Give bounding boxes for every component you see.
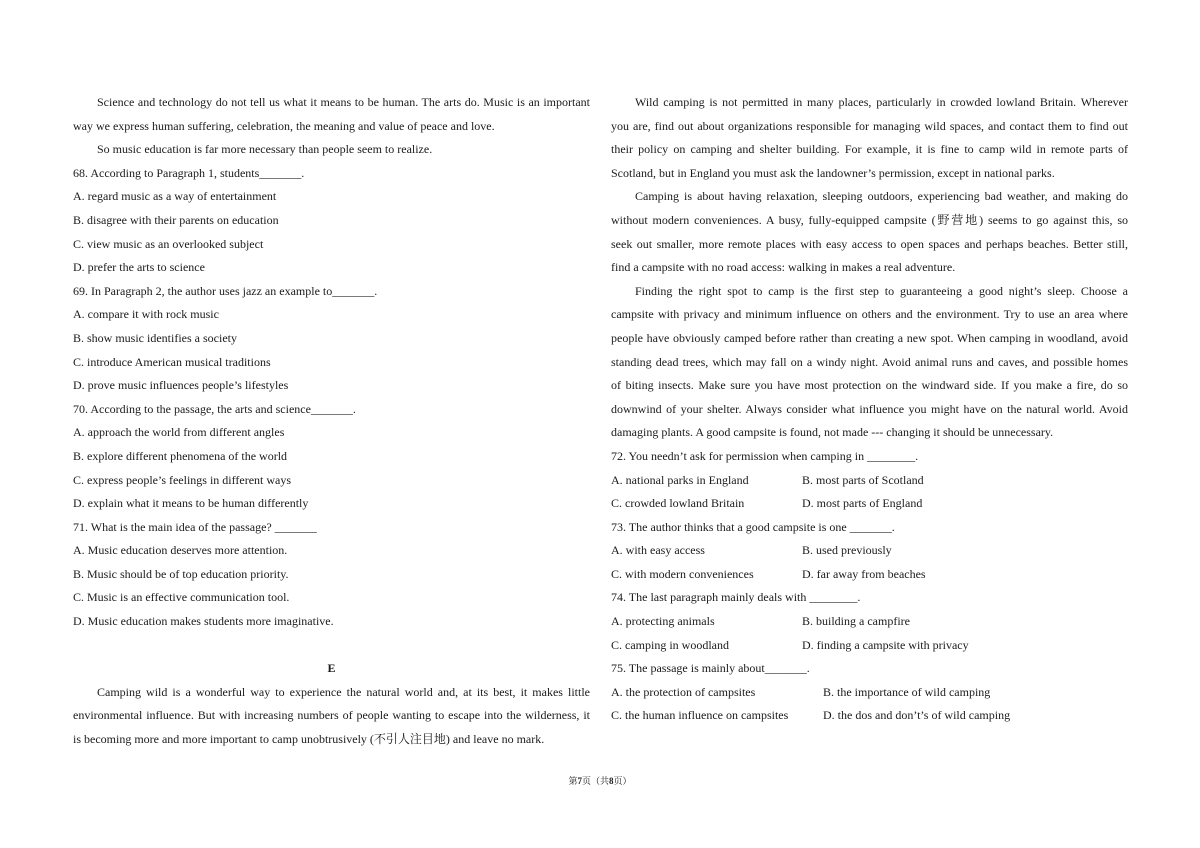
question-75-option: C. the human influence on campsites bbox=[611, 708, 789, 723]
question-73-options-row bbox=[611, 539, 1128, 563]
passage-e-paragraph-line: Camping is about having relaxation, sleeping outdoors, experiencing bad weather, and making do bbox=[635, 189, 1128, 204]
passage-e-paragraph-line: of biting insects. Make sure you have most protection on the windward side. If you make a fire, do so bbox=[611, 378, 1128, 393]
question-72-option: A. national parks in England bbox=[611, 472, 749, 487]
question-74-option: C. camping in woodland bbox=[611, 637, 729, 652]
passage-d-paragraph-line: way we express human suffering, celebration, the meaning and value of peace and love. bbox=[73, 118, 495, 133]
passage-e-paragraph-line: Finding the right spot to camp is the first step to guaranteeing a good night’s sleep. Choose a bbox=[635, 283, 1128, 298]
question-71-option: B. Music should be of top education priority. bbox=[73, 566, 289, 581]
question-72-stem: 72. You needn’t ask for permission when camping in ________. bbox=[611, 448, 919, 463]
passage-d-paragraph-line: Science and technology do not tell us what it means to be human. The arts do. Music is an important bbox=[97, 95, 590, 109]
question-72-option: C. crowded lowland Britain bbox=[611, 496, 745, 511]
question-72-options-row bbox=[611, 469, 1128, 493]
left-column bbox=[73, 91, 590, 752]
question-70-option: D. explain what it means to be human differently bbox=[73, 496, 309, 511]
question-74-stem: 74. The last paragraph mainly deals with ________. bbox=[611, 590, 861, 605]
passage-e-paragraph-line: is becoming more and more important to camp unobtrusively (不引人注目地) and leave no mark. bbox=[73, 732, 545, 747]
question-71-option: A. Music education deserves more attention. bbox=[73, 543, 288, 558]
question-72-option: B. most parts of Scotland bbox=[802, 472, 924, 487]
question-70-option: B. explore different phenomena of the world bbox=[73, 448, 288, 463]
passage-e-paragraph-line: Scotland, but in England you must ask the landowner’s permission, except in national parks. bbox=[611, 165, 1055, 180]
spacer bbox=[73, 634, 590, 658]
question-73-stem: 73. The author thinks that a good campsite is one _______. bbox=[611, 519, 895, 534]
question-73-option: B. used previously bbox=[802, 543, 892, 558]
footer-suffix: 页） bbox=[613, 776, 632, 786]
question-75-option: D. the dos and don’t’s of wild camping bbox=[823, 708, 1011, 723]
question-69-option: C. introduce American musical traditions bbox=[73, 354, 271, 369]
passage-e-paragraph-line: downwind of your shelter. Always consider what influence you might have on the natural world. Avoid bbox=[611, 401, 1128, 416]
passage-e-paragraph-line: Wild camping is not permitted in many places, particularly in crowded lowland Britain. Wherever bbox=[635, 95, 1128, 109]
passage-e-paragraph-line: campsite with privacy and minimum influence on others and the environment. Try to use an area where bbox=[611, 307, 1128, 322]
passage-e-paragraph-line: Camping wild is a wonderful way to experience the natural world and, at its best, it makes little bbox=[97, 684, 590, 699]
question-71-option: C. Music is an effective communication tool. bbox=[73, 590, 290, 605]
footer-prefix: 第 bbox=[568, 776, 578, 786]
question-69-option: D. prove music influences people’s lifestyles bbox=[73, 378, 289, 393]
question-68-option: A. regard music as a way of entertainment bbox=[73, 189, 277, 204]
question-72-option: D. most parts of England bbox=[802, 496, 923, 511]
question-69-stem: 69. In Paragraph 2, the author uses jazz an example to_______. bbox=[73, 283, 378, 298]
question-74-option: A. protecting animals bbox=[611, 614, 715, 629]
footer-total-pages: 8 bbox=[609, 776, 614, 786]
footer-middle: 页（共 bbox=[581, 776, 609, 786]
question-75-option: B. the importance of wild camping bbox=[823, 684, 991, 699]
question-74-options-row bbox=[611, 634, 1128, 658]
question-75-stem: 75. The passage is mainly about_______. bbox=[611, 661, 810, 676]
question-73-option: D. far away from beaches bbox=[802, 566, 926, 581]
question-73-option: A. with easy access bbox=[611, 543, 705, 558]
question-69-option: A. compare it with rock music bbox=[73, 307, 219, 322]
question-70-option: A. approach the world from different angles bbox=[73, 425, 285, 440]
question-74-option: D. finding a campsite with privacy bbox=[802, 637, 969, 652]
passage-e-paragraph-line: seek out smaller, more remote places with easy access to open spaces and perhaps beaches. Better still, bbox=[611, 236, 1128, 251]
question-70-option: C. express people’s feelings in different ways bbox=[73, 472, 292, 487]
passage-e-paragraph-line: their policy on camping and shelter building. For example, it is fine to camp wild in remote parts of bbox=[611, 142, 1128, 157]
question-73-option: C. with modern conveniences bbox=[611, 566, 754, 581]
section-e-heading: E bbox=[327, 661, 336, 676]
question-69-option: B. show music identifies a society bbox=[73, 330, 237, 345]
question-68-option: B. disagree with their parents on education bbox=[73, 212, 279, 227]
footer-page-number: 7 bbox=[577, 776, 582, 786]
question-75-options-row bbox=[611, 704, 1128, 728]
question-74-options-row bbox=[611, 610, 1128, 634]
passage-d-paragraph-line: So music education is far more necessary than people seem to realize. bbox=[97, 142, 433, 157]
question-75-option: A. the protection of campsites bbox=[611, 684, 756, 699]
question-68-stem: 68. According to Paragraph 1, students_______. bbox=[73, 165, 305, 180]
question-71-stem: 71. What is the main idea of the passage? _______ bbox=[73, 519, 317, 534]
question-68-option: D. prefer the arts to science bbox=[73, 260, 205, 275]
question-74-option: B. building a campfire bbox=[802, 614, 910, 629]
right-column bbox=[611, 91, 1128, 728]
question-72-options-row bbox=[611, 492, 1128, 516]
passage-e-paragraph-line: standing dead trees, which may fall on a windy night. Avoid animal runs and caves, and possible homes bbox=[611, 354, 1128, 369]
passage-e-paragraph-line: you are, find out about organizations responsible for managing wild spaces, and contact them to find out bbox=[611, 118, 1128, 133]
passage-e-paragraph-line: people have obviously camped before rather than creating a new spot. When camping in woodland, avoid bbox=[611, 330, 1128, 345]
question-70-stem: 70. According to the passage, the arts and science_______. bbox=[73, 401, 356, 416]
page-footer bbox=[0, 775, 1200, 787]
question-75-options-row bbox=[611, 681, 1128, 705]
passage-e-paragraph-line: environmental influence. But with increasing numbers of people wanting to escape into the wilderness, it bbox=[73, 708, 590, 723]
question-73-options-row bbox=[611, 563, 1128, 587]
passage-e-paragraph-line: damaging plants. A good campsite is found, not made --- changing it should be unnecessary. bbox=[611, 425, 1054, 440]
question-68-option: C. view music as an overlooked subject bbox=[73, 236, 264, 251]
passage-e-paragraph-line: find a campsite with no road access: walking in makes a real adventure. bbox=[611, 260, 956, 275]
passage-e-paragraph-line: without modern conveniences. A busy, fully-equipped campsite (野营地) seems to go against this, so bbox=[611, 212, 1128, 227]
question-71-option: D. Music education makes students more imaginative. bbox=[73, 614, 334, 629]
